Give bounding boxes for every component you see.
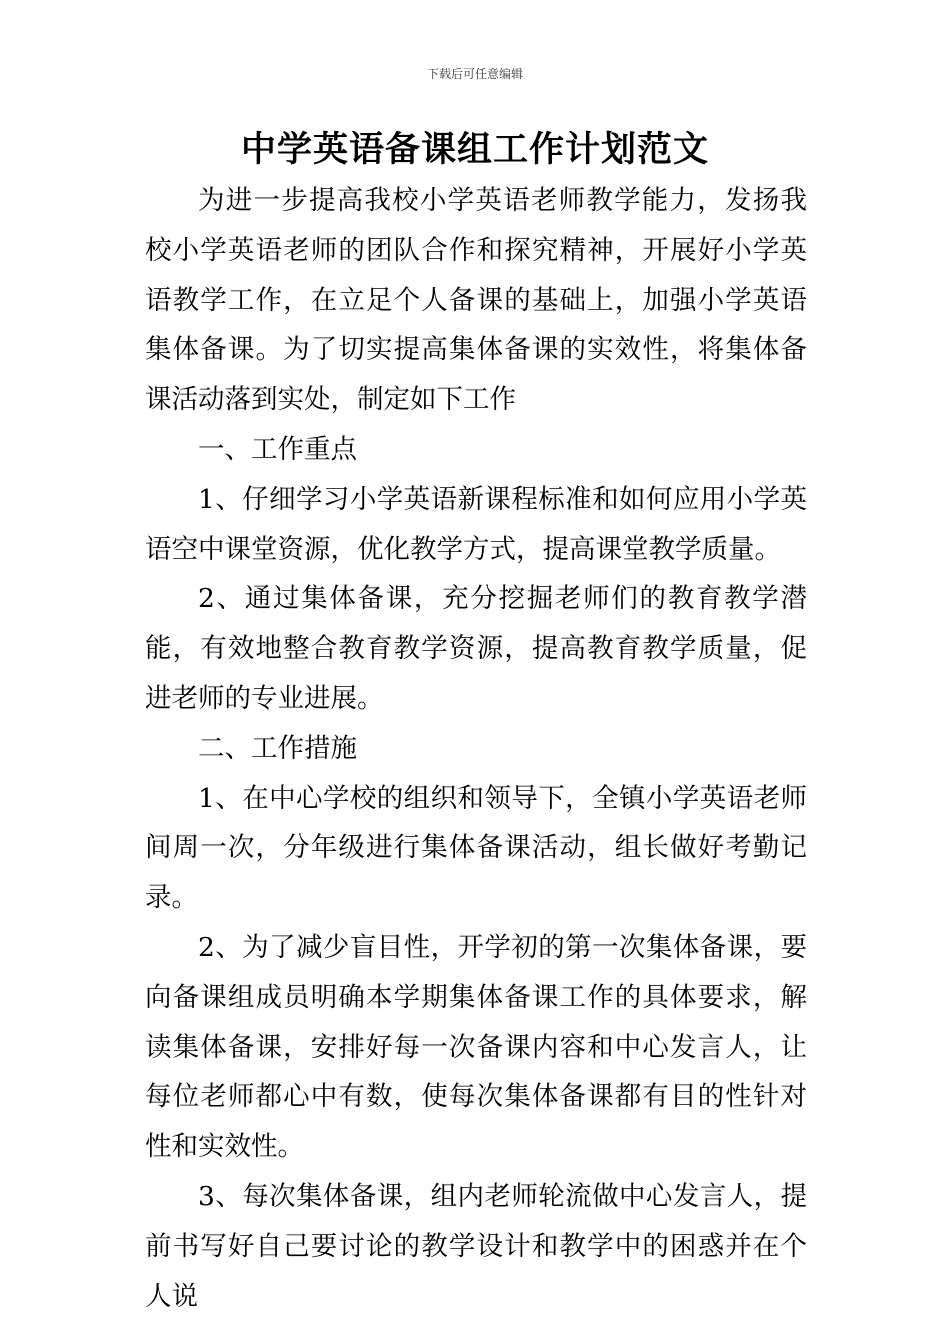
- paragraph-intro: 为进一步提高我校小学英语老师教学能力，发扬我校小学英语老师的团队合作和探究精神，开展好小学英语教学工作，在立足个人备课的基础上，加强小学英语集体备课。为了切实提高集体备课的实效性，将集体备课活动落到实处，制定如下工作: [145, 185, 807, 416]
- document-title: 中学英语备课组工作计划范文: [240, 130, 709, 170]
- paragraph-measure-2: 2、为了减少盲目性，开学初的第一次集体备课，要向备课组成员明确本学期集体备课工作的具体要求，解读集体备课，安排好每一次备课内容和中心发言人，让每位老师都心中有数，使每次集体备课都有目的性针对性和实效性。: [145, 931, 807, 1163]
- paragraph-measure-3: 3、每次集体备课，组内老师轮流做中心发言人，提前书写好自己要讨论的教学设计和教学中的困惑并在个人说: [145, 1180, 807, 1312]
- paragraph-focus-1: 1、仔细学习小学英语新课程标准和如何应用小学英语空中课堂资源，优化教学方式，提高课堂教学质量。: [145, 483, 807, 565]
- document-body: [145, 176, 807, 1321]
- section-heading-work-focus: 一、工作重点: [198, 433, 357, 465]
- paragraph-measure-1: 1、在中心学校的组织和领导下，全镇小学英语老师间周一次，分年级进行集体备课活动，组长做好考勤记录。: [145, 782, 807, 914]
- section-heading-work-measures: 二、工作措施: [198, 732, 357, 764]
- header-note: 下载后可任意编辑: [426, 67, 523, 81]
- paragraph-focus-2: 2、通过集体备课，充分挖掘老师们的教育教学潜能，有效地整合教育教学资源，提高教育教学质量，促进老师的专业进展。: [145, 583, 807, 714]
